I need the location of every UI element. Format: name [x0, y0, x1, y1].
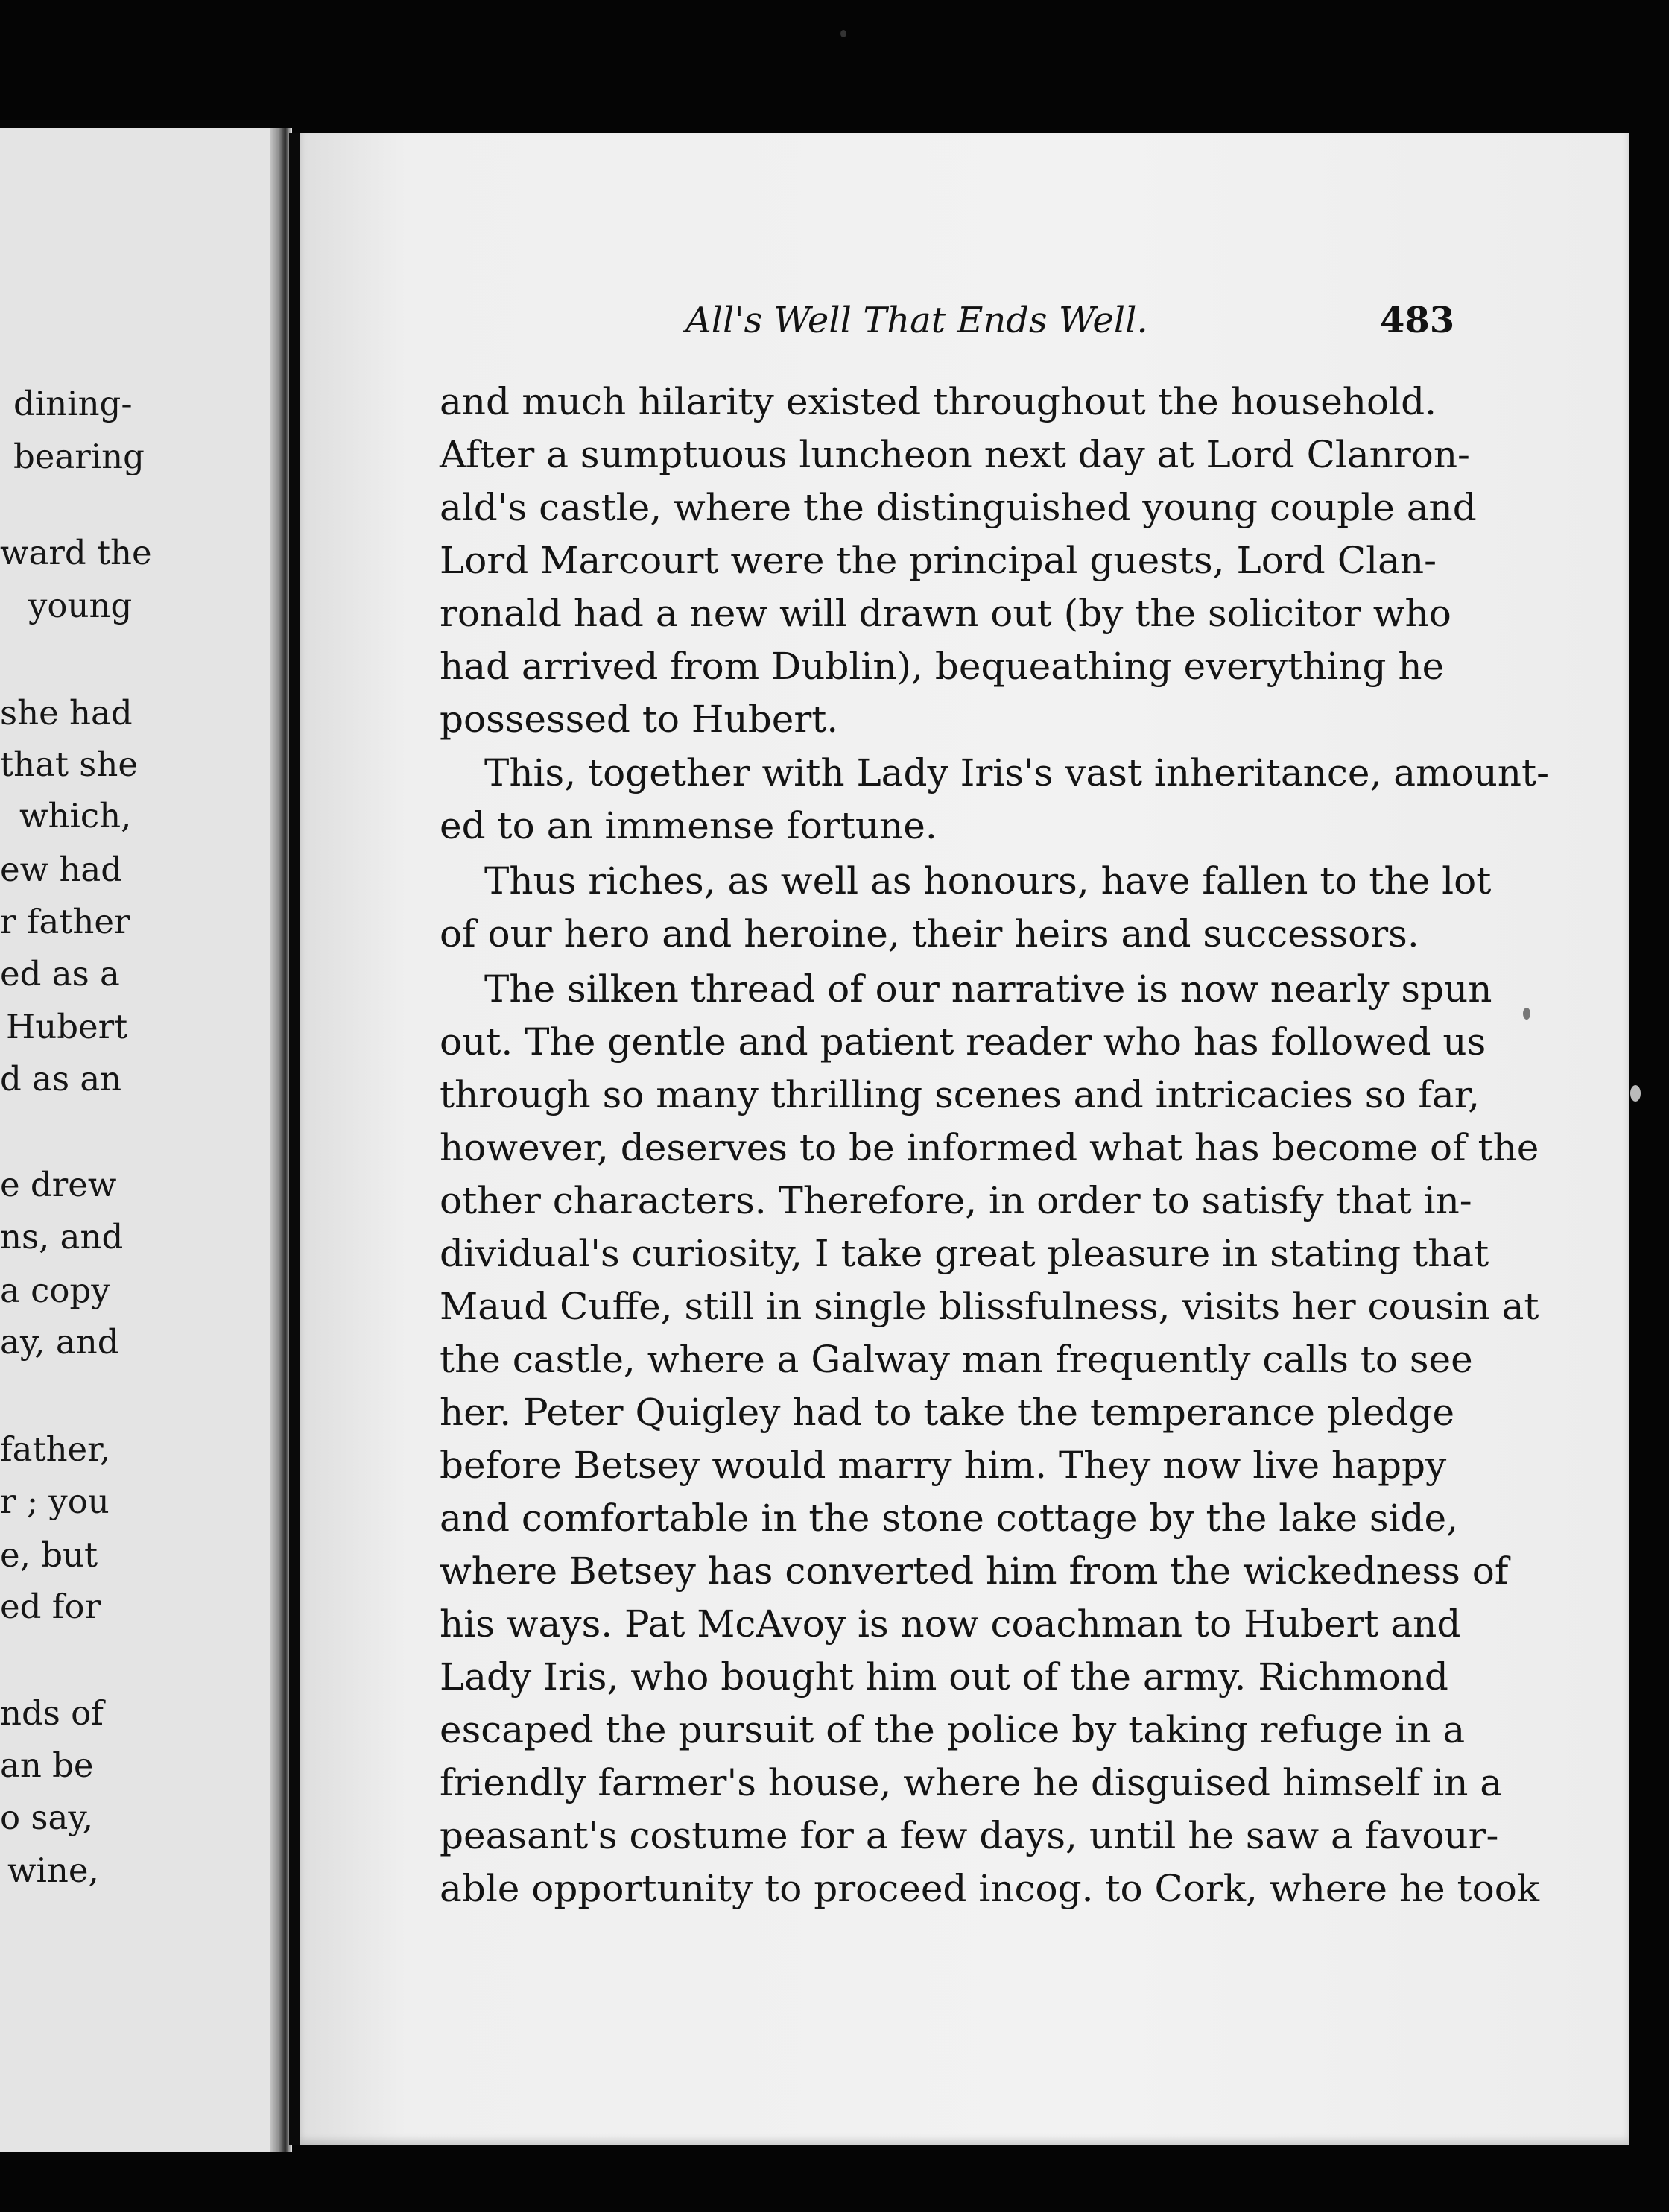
text-line: dividual's curiosity, I take great pleasure in stating that: [440, 1232, 1489, 1275]
text-line: Thus riches, as well as honours, have fallen to the lot: [484, 859, 1492, 903]
facing-page-fragment: e, but: [0, 1535, 98, 1575]
facing-page-fragment: r ; you: [0, 1482, 110, 1521]
facing-page-fragment: ew had: [0, 850, 123, 889]
text-line: her. Peter Quigley had to take the temperance pledge: [440, 1391, 1455, 1434]
facing-page-fragment: that she: [0, 745, 138, 784]
facing-page-fragment: a copy: [0, 1271, 110, 1310]
text-line: his ways. Pat McAvoy is now coachman to Hubert and: [440, 1602, 1461, 1646]
facing-page-fragment: nds of: [0, 1693, 104, 1733]
facing-page-fragment: o say,: [0, 1798, 94, 1837]
facing-page-fragment: which,: [19, 796, 132, 835]
facing-page-fragment: ed as a: [0, 954, 120, 993]
text-line: out. The gentle and patient reader who has followed us: [440, 1020, 1486, 1064]
paper-speck: [840, 30, 846, 37]
book-spine: [289, 133, 300, 2145]
facing-page-fragment: dining-: [13, 384, 133, 423]
text-line: through so many thrilling scenes and intricacies so far,: [440, 1073, 1480, 1116]
facing-page-fragment: Hubert: [6, 1007, 128, 1046]
text-line: able opportunity to proceed incog. to Cork, where he took: [440, 1867, 1540, 1910]
text-line: This, together with Lady Iris's vast inheritance, amount-: [484, 751, 1549, 794]
facing-page-fragment: e drew: [0, 1165, 117, 1204]
text-line: ronald had a new will drawn out (by the solicitor who: [440, 592, 1451, 635]
page-number: 483: [1380, 300, 1455, 341]
facing-page-fragment: father,: [0, 1429, 111, 1469]
text-line: had arrived from Dublin), bequeathing everything he: [440, 645, 1445, 688]
text-line: ed to an immense fortune.: [440, 804, 937, 847]
facing-page-fragment: she had: [0, 693, 133, 733]
facing-page-fragment: bearing: [13, 437, 145, 476]
text-line: the castle, where a Galway man frequently calls to see: [440, 1338, 1473, 1381]
text-line: and comfortable in the stone cottage by the lake side,: [440, 1497, 1458, 1540]
text-line: ald's castle, where the distinguished young couple and: [440, 486, 1477, 529]
text-line: Lord Marcourt were the principal guests, Lord Clan-: [440, 539, 1437, 582]
text-line: other characters. Therefore, in order to satisfy that in-: [440, 1179, 1472, 1222]
text-line: Maud Cuffe, still in single blissfulness, visits her cousin at: [440, 1285, 1539, 1328]
text-line: before Betsey would marry him. They now live happy: [440, 1444, 1447, 1487]
facing-page-fragment: young: [28, 586, 133, 625]
text-line: and much hilarity existed throughout the household.: [440, 380, 1437, 423]
text-line: of our hero and heroine, their heirs and successors.: [440, 912, 1419, 955]
text-line: escaped the pursuit of the police by taking refuge in a: [440, 1708, 1466, 1751]
facing-page-fragment: r father: [0, 902, 130, 941]
facing-page-fragment: ay, and: [0, 1322, 119, 1362]
text-line: however, deserves to be informed what has become of the: [440, 1126, 1539, 1169]
paper-speck: [1630, 1085, 1641, 1102]
text-line: friendly farmer's house, where he disguised himself in a: [440, 1761, 1503, 1804]
running-head: All's Well That Ends Well.: [685, 300, 1148, 341]
text-line: possessed to Hubert.: [440, 698, 839, 741]
facing-page-fragment: ward the: [0, 533, 152, 572]
text-line: Lady Iris, who bought him out of the army. Richmond: [440, 1655, 1448, 1698]
facing-page: [0, 128, 292, 2152]
facing-page-fragment: wine,: [7, 1851, 99, 1890]
facing-page-fragment: an be: [0, 1745, 94, 1785]
text-line: peasant's costume for a few days, until he saw a favour-: [440, 1814, 1499, 1857]
facing-page-fragment: ns, and: [0, 1217, 124, 1257]
facing-page-fragment: ed for: [0, 1587, 101, 1626]
text-line: The silken thread of our narrative is now nearly spun: [484, 967, 1492, 1011]
text-line: After a sumptuous luncheon next day at Lord Clanron-: [440, 433, 1470, 476]
facing-page-fragment: d as an: [0, 1059, 122, 1099]
text-line: where Betsey has converted him from the wickedness of: [440, 1549, 1509, 1593]
paper-speck: [1523, 1008, 1530, 1020]
